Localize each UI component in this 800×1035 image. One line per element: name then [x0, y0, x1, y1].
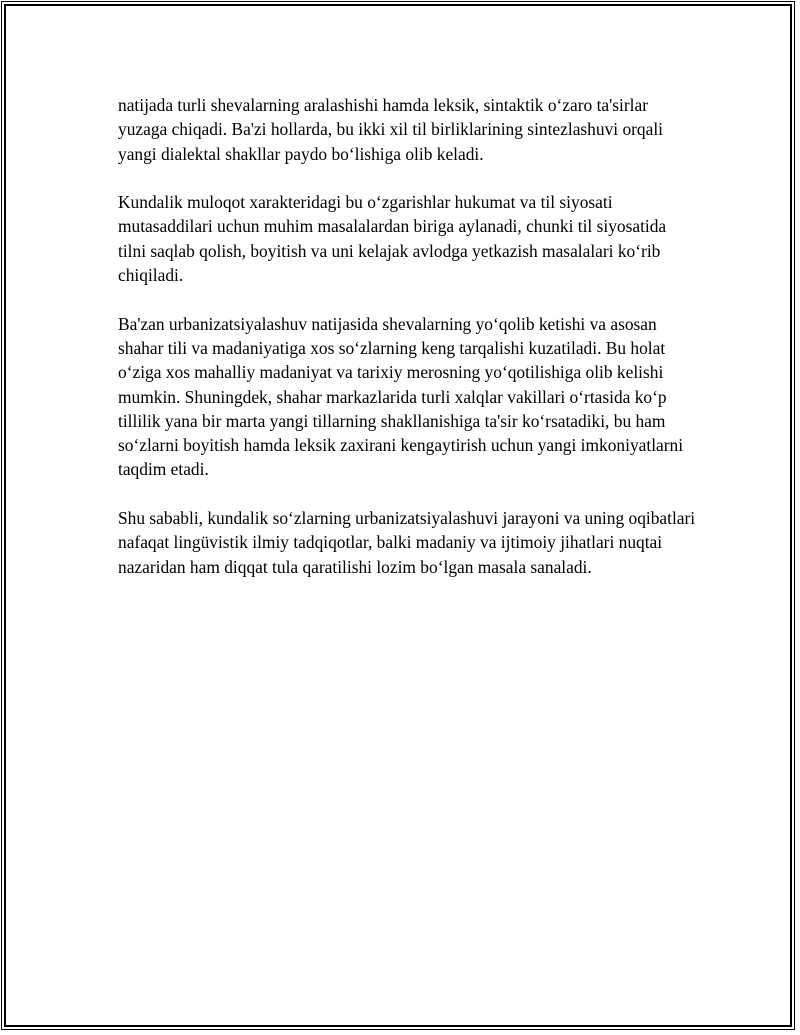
paragraph-4: Shu sababli, kundalik so‘zlarning urbanizatsiyalashuvi jarayoni va uning oqibatlari nafaqat lingüvistik ilmiy tadqiqotlar, balki madaniy va ijtimoiy jihatlari nuqtai nazaridan ham diqqat tula qaratilishi lozim bo‘lgan masala sanaladi.: [118, 508, 696, 577]
paragraph-1: natijada turli shevalarning aralashishi hamda leksik, sintaktik o‘zaro ta'sirlar yuzaga chiqadi. Ba'zi hollarda, bu ikki xil til birliklarining sintezlashuvi orqali yangi dialektal shakllar paydo bo‘lishiga olib keladi.: [118, 95, 664, 164]
document-body: [118, 93, 698, 603]
paragraph-2: Kundalik muloqot xarakteridagi bu o‘zgarishlar hukumat va til siyosati mutasaddilari uchun muhim masalalardan biriga aylanadi, chunki til siyosatida tilni saqlab qolish, boyitish va uni kelajak avlodga yetkazish masalalari ko‘rib chiqiladi.: [118, 192, 667, 286]
paragraph-3: Ba'zan urbanizatsiyalashuv natijasida shevalarning yo‘qolib ketishi va asosan shahar tili va madaniyatiga xos so‘zlarning keng tarqalishi kuzatiladi. Bu holat o‘ziga xos mahalliy madaniyat va tarixiy merosning yo‘qotilishiga olib kelishi mumkin. Shuningdek, shahar markazlarida turli xalqlar vakillari o‘rtasida ko‘p tillilik yana bir marta yangi tillarning shakllanishiga ta'sir ko‘rsatadiki, bu ham so‘zlarni boyitish hamda leksik zaxirani kengaytirish uchun yangi imkoniyatlarni taqdim etadi.: [118, 313, 684, 480]
